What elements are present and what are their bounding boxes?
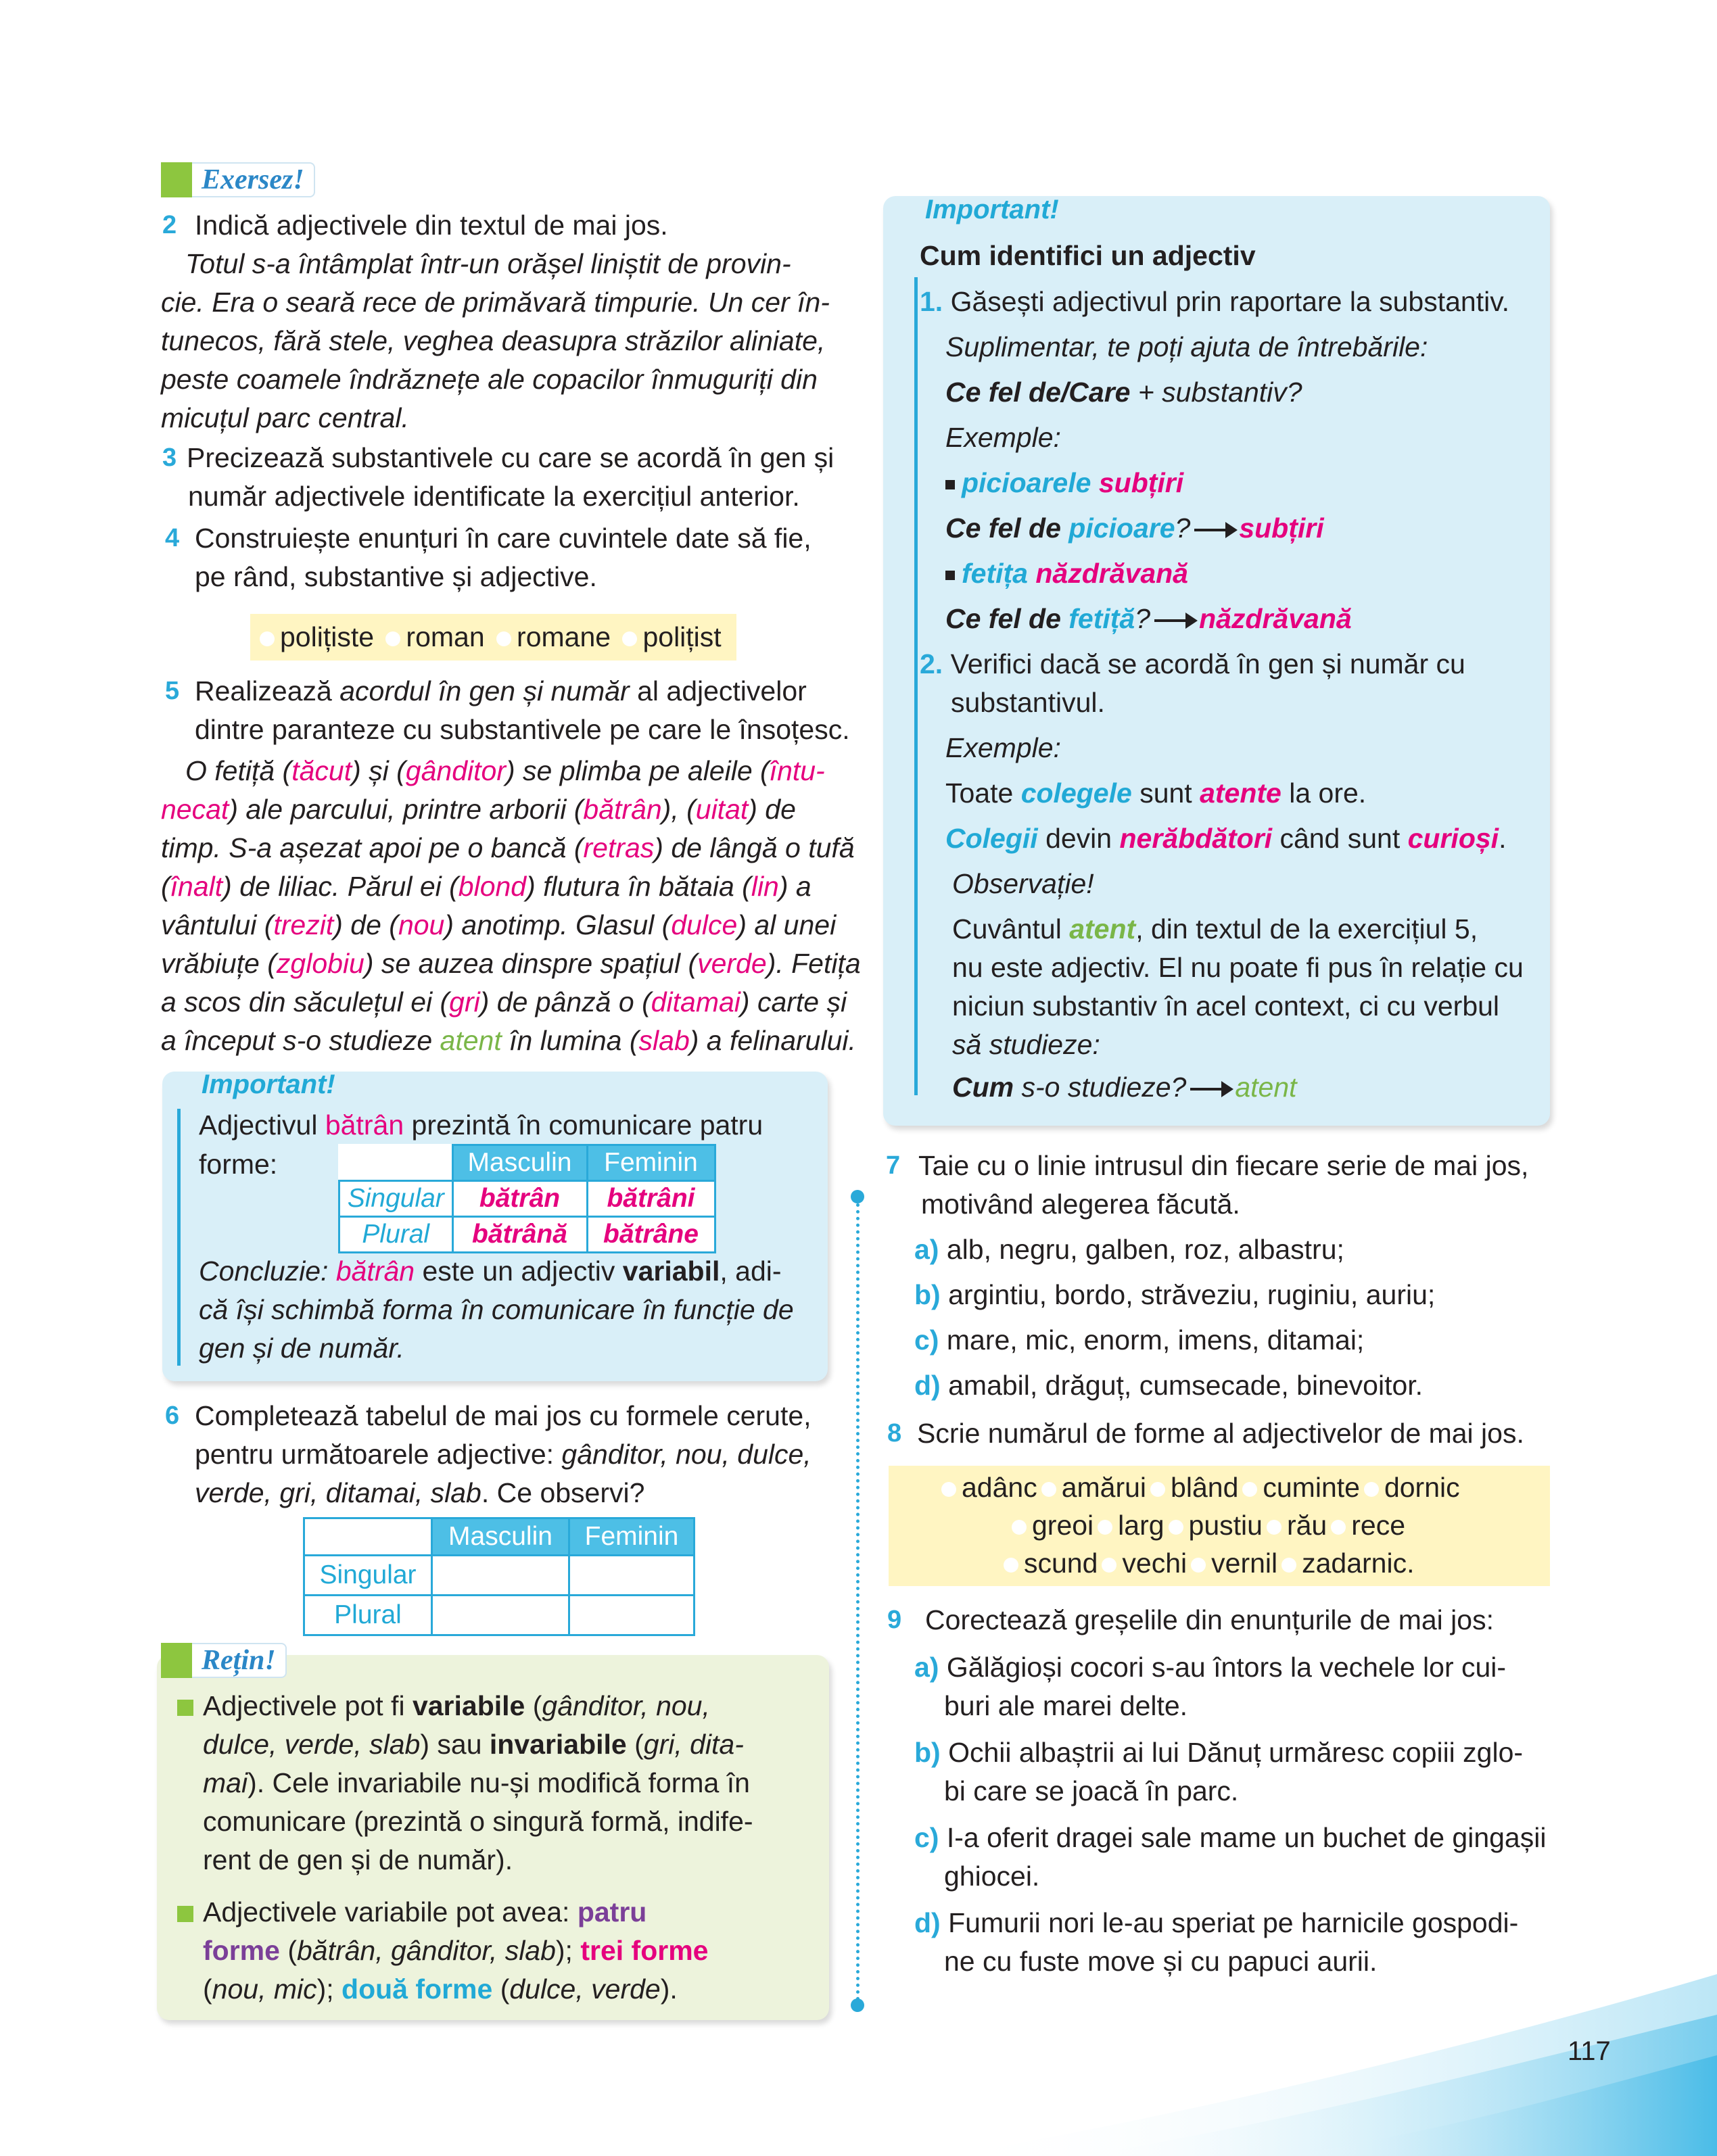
ex8-row2: greoi larg pustiu rău rece: [1008, 1506, 1405, 1545]
retin-label: Rețin!: [192, 1643, 287, 1678]
ex4-wordbox: [250, 614, 736, 661]
table-header-feminin: Feminin: [569, 1518, 695, 1556]
ex9-text: Corectează greșelile din enunțurile de mai jos:: [925, 1604, 1494, 1635]
ex2-line: micuțul parc central.: [161, 402, 409, 433]
ex3-line: Precizează substantivele cu care se acordă în gen și: [187, 442, 834, 473]
important-2-heading: Cum identifici un adjectiv: [920, 240, 1256, 271]
green-bullet-icon: [177, 1906, 193, 1922]
table-cell-empty[interactable]: [432, 1556, 569, 1596]
important-1-conclusion: Concluzie: bătrân este un adjectiv variabil, adi- că își schimbă forma în comunicare în funcție de gen și de număr.: [199, 1255, 794, 1364]
important-box-1-rule: [177, 1109, 181, 1366]
ex2-text: [161, 245, 837, 437]
retin-tag: [161, 1642, 287, 1679]
ex6-text: Completează tabelul de mai jos cu formele cerute, pentru următoarele adjective: gânditor, nou, dulce, verde, gri, ditamai, slab. Ce observi?: [195, 1400, 812, 1508]
exersez-square-icon: [161, 162, 196, 197]
divider-dot-bottom: [851, 1998, 864, 2012]
page-number: 117: [1568, 2036, 1611, 2066]
black-bullet-icon: [945, 571, 955, 580]
ex4-line: pe rând, substantive și adjective.: [195, 561, 597, 592]
list-item: a) alb, negru, galben, roz, albastru;: [914, 1234, 1344, 1265]
word: roman: [406, 621, 485, 652]
list-item: c) mare, mic, enorm, imens, ditamai;: [914, 1324, 1365, 1356]
ex2-line: tunecos, fără stele, veghea deasupra străzilor aliniate,: [161, 325, 826, 356]
important-2-content: 1. Găsești adjectivul prin raportare la substantiv. Suplimentar, te poți ajuta de întrebările: Ce fel de/Care + substantiv? Exemple: picioarele subțiri Ce fel de picioare? subțiri fetița năzdrăvană Ce fel de fetiță? năzdrăvană 2. Verifici dacă se acordă în gen și număr cu substantivul. Exemple: Toate colegele sunt atente la ore. Colegii devin nerăbdători când sunt curioși. Observație! Cuvântul atent, din textul de la exercițiul 5, nu este adjectiv. El nu poate fi pus în relație cu niciun substantiv în acel context, ci cu verbul să studieze: Cum s-o studieze? atent: [920, 286, 1524, 1103]
table-cell: bătrână: [452, 1217, 587, 1253]
word: polițiste: [280, 621, 375, 652]
word: romane: [517, 621, 611, 652]
important-1-line2: forme:: [199, 1149, 278, 1180]
dotted-divider: [856, 1197, 860, 2001]
ex6-table: [303, 1517, 695, 1636]
ex9-items: [914, 1648, 1546, 1981]
ex9-number: 9: [887, 1606, 902, 1634]
table-row-label: Plural: [304, 1596, 432, 1635]
list-item: d) Fumurii nori le-au speriat pe harnicile gospodi- ne cu fuste move și cu papuci aurii.: [914, 1907, 1519, 1977]
ex7-items: [914, 1230, 1435, 1405]
exersez-tag: [161, 161, 315, 199]
green-bullet-icon: [177, 1700, 193, 1716]
table-cell-empty[interactable]: [569, 1596, 695, 1635]
ex3-number: 3: [162, 444, 177, 472]
list-item: c) I-a oferit dragei sale mame un buchet de gingașii ghiocei.: [914, 1822, 1547, 1892]
retin-square-icon: [161, 1643, 196, 1678]
list-item: b) argintiu, bordo, străveziu, ruginiu, auriu;: [914, 1279, 1436, 1310]
bullet-dot-icon: [496, 631, 511, 646]
ex7-number: 7: [886, 1151, 901, 1180]
table-row-label: Singular: [304, 1556, 432, 1596]
arrow-right-icon: [1190, 1088, 1231, 1091]
black-bullet-icon: [945, 480, 955, 489]
list-item: a) Gălăgioși cocori s-au întors la vechele lor cui- buri ale marei delte.: [914, 1652, 1507, 1721]
exersez-label: Exersez!: [192, 162, 315, 197]
list-item: d) amabil, drăguț, cumsecade, binevoitor.: [914, 1370, 1424, 1401]
important-1-line1: Adjectivul bătrân prezintă în comunicare patru: [199, 1109, 763, 1141]
batran-forms-table: [338, 1144, 716, 1253]
ex8-row1: adânc amărui blând cuminte dornic: [937, 1468, 1460, 1507]
ex6-number: 6: [165, 1402, 180, 1430]
table-header-masculin: Masculin: [432, 1518, 569, 1556]
arrow-right-icon: [1194, 529, 1235, 531]
retin-bullet-2: Adjectivele variabile pot avea: patru forme (bătrân, gânditor, slab); trei forme (nou, mic); două forme (dulce, verde).: [177, 1893, 799, 2009]
ex2-number: 2: [162, 211, 177, 239]
ex3-line: număr adjectivele identificate la exercițiul anterior.: [188, 481, 800, 512]
bullet-dot-icon: [385, 631, 400, 646]
table-header-masculin: Masculin: [452, 1145, 587, 1181]
ex2-line: cie. Era o seară rece de primăvară timpurie. Un cer în-: [161, 287, 830, 318]
table-row-label: Singular: [339, 1181, 453, 1217]
ex2-instruction: Indică adjectivele din textul de mai jos.: [195, 210, 668, 241]
table-row-label: Plural: [339, 1217, 453, 1253]
word: polițist: [642, 621, 722, 652]
important-box-2-rule: [914, 277, 918, 1095]
table-cell-empty[interactable]: [432, 1596, 569, 1635]
ex7-text: Taie cu o linie intrusul din fiecare serie de mai jos, motivând alegerea făcută.: [918, 1150, 1529, 1220]
ex4-number: 4: [165, 524, 180, 552]
ex5-number: 5: [165, 677, 180, 705]
ex5-instruction: Realizează acordul în gen și număr al adjectivelor dintre paranteze cu substantivele pe care le însoțesc.: [195, 675, 850, 745]
table-cell: bătrâne: [587, 1217, 715, 1253]
ex2-line: Totul s-a întâmplat într-un orășel liniștit de provin-: [185, 248, 791, 279]
important-2-title: Important!: [925, 195, 1059, 224]
table-cell-empty[interactable]: [569, 1556, 695, 1596]
ex3-text: [187, 439, 834, 516]
ex4-text: [195, 519, 812, 596]
ex2-line: peste coamele îndrăznețe ale copacilor înmuguriți din: [161, 364, 818, 395]
ex5-text: O fetiță (tăcut) și (gânditor) se plimba pe aleile (întu- necat) ale parcului, printre arborii (bătrân), (uitat) de timp. S-a așezat apoi pe o bancă (retras) de lângă o tufă (înalt) de liliac. Părul ei (blond) flutura în bătaia (lin) a vântului (trezit) de (nou) anotimp. Glasul (dulce) al unei vrăbiuțe (zglobiu) se auzea dinspre spațiul (verde). Fetița a scos din săculețul ei (gri) de pânză o (ditamai) carte și a început s-o studieze atent în lumina (slab) a felinarului.: [161, 755, 861, 1056]
ex4-line: Construiește enunțuri în care cuvintele date să fie,: [195, 523, 812, 554]
list-item: b) Ochii albaștrii ai lui Dănuț urmăresc copiii zglo- bi care se joacă în parc.: [914, 1737, 1524, 1806]
table-cell: bătrân: [452, 1181, 587, 1217]
table-cell: bătrâni: [587, 1181, 715, 1217]
ex8-text: Scrie numărul de forme al adjectivelor de mai jos.: [917, 1418, 1524, 1449]
ex8-row3: scund vechi vernil zadarnic.: [999, 1544, 1415, 1583]
important-1-title: Important!: [202, 1070, 335, 1099]
divider-dot-top: [851, 1190, 864, 1203]
table-header-feminin: Feminin: [587, 1145, 715, 1181]
arrow-right-icon: [1154, 619, 1195, 622]
bullet-dot-icon: [622, 631, 637, 646]
ex8-number: 8: [887, 1419, 902, 1447]
retin-bullet-1: Adjectivele pot fi variabile (gânditor, nou, dulce, verde, slab) sau invariabile (gri, dita- mai). Cele invariabile nu-și modifică forma în comunicare (prezintă o singură formă, indife- rent de gen și de număr).: [177, 1687, 799, 1879]
bullet-dot-icon: [260, 631, 275, 646]
